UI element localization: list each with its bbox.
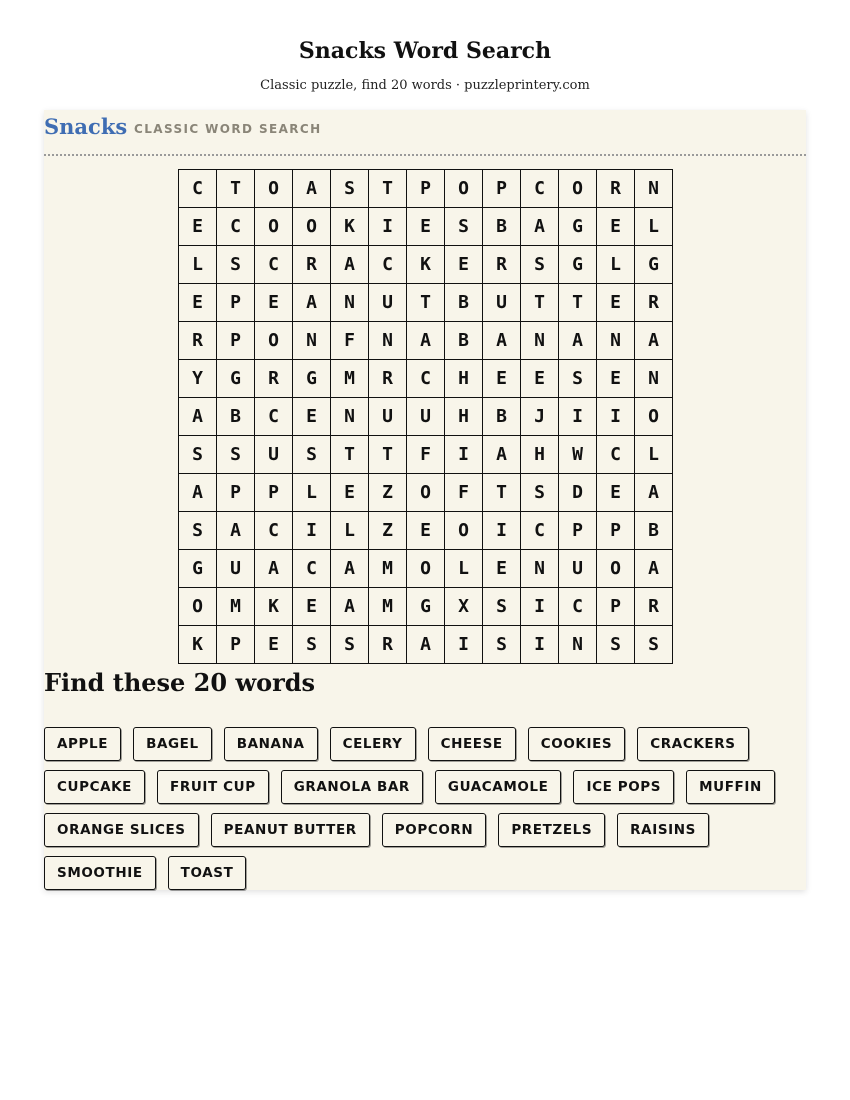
grid-cell[interactable]: D xyxy=(559,474,597,512)
grid-cell[interactable]: I xyxy=(521,588,559,626)
grid-cell[interactable]: S xyxy=(635,626,673,664)
grid-cell[interactable]: A xyxy=(521,208,559,246)
grid-cell[interactable]: P xyxy=(217,474,255,512)
grid-cell[interactable]: N xyxy=(635,170,673,208)
grid-cell[interactable]: M xyxy=(217,588,255,626)
grid-cell[interactable]: W xyxy=(559,436,597,474)
grid-cell[interactable]: G xyxy=(559,246,597,284)
word-item[interactable]: ORANGE SLICES xyxy=(44,813,199,847)
grid-cell[interactable]: K xyxy=(331,208,369,246)
grid-cell[interactable]: M xyxy=(331,360,369,398)
grid-cell[interactable]: T xyxy=(483,474,521,512)
grid-cell[interactable]: L xyxy=(635,436,673,474)
word-item[interactable]: CELERY xyxy=(330,727,416,761)
grid-cell[interactable]: A xyxy=(217,512,255,550)
grid-cell[interactable]: K xyxy=(407,246,445,284)
grid-cell[interactable]: L xyxy=(179,246,217,284)
grid-cell[interactable]: P xyxy=(483,170,521,208)
grid-cell[interactable]: E xyxy=(521,360,559,398)
grid-cell[interactable]: H xyxy=(445,398,483,436)
grid-cell[interactable]: U xyxy=(559,550,597,588)
grid-cell[interactable]: E xyxy=(293,398,331,436)
grid-cell[interactable]: P xyxy=(217,284,255,322)
word-item[interactable]: COOKIES xyxy=(528,727,626,761)
grid-cell[interactable]: Z xyxy=(369,512,407,550)
grid-cell[interactable]: U xyxy=(369,398,407,436)
grid-cell[interactable]: N xyxy=(521,550,559,588)
grid-cell[interactable]: I xyxy=(445,436,483,474)
grid-cell[interactable]: O xyxy=(255,322,293,360)
grid-cell[interactable]: A xyxy=(635,474,673,512)
grid-cell[interactable]: R xyxy=(635,588,673,626)
grid-cell[interactable]: C xyxy=(293,550,331,588)
grid-cell[interactable]: S xyxy=(597,626,635,664)
grid-cell[interactable]: S xyxy=(483,626,521,664)
grid-cell[interactable]: N xyxy=(331,398,369,436)
word-item[interactable]: TOAST xyxy=(168,856,247,890)
card-header xyxy=(44,110,806,156)
grid-cell[interactable]: S xyxy=(483,588,521,626)
grid-cell[interactable]: C xyxy=(217,208,255,246)
word-item[interactable]: CUPCAKE xyxy=(44,770,145,804)
grid-cell[interactable]: U xyxy=(217,550,255,588)
grid-cell[interactable]: O xyxy=(559,170,597,208)
grid-cell[interactable]: L xyxy=(597,246,635,284)
grid-cell[interactable]: N xyxy=(369,322,407,360)
grid-cell[interactable]: A xyxy=(407,322,445,360)
grid-cell[interactable]: E xyxy=(483,550,521,588)
grid-cell[interactable]: S xyxy=(293,626,331,664)
grid-cell[interactable]: O xyxy=(255,170,293,208)
grid-cell[interactable]: E xyxy=(255,284,293,322)
grid-cell[interactable]: G xyxy=(635,246,673,284)
grid-cell[interactable]: S xyxy=(521,474,559,512)
word-item[interactable]: MUFFIN xyxy=(686,770,775,804)
grid-cell[interactable]: H xyxy=(445,360,483,398)
grid-cell[interactable]: E xyxy=(293,588,331,626)
grid-cell[interactable]: T xyxy=(559,284,597,322)
grid-cell[interactable]: E xyxy=(255,626,293,664)
grid-cell[interactable]: I xyxy=(369,208,407,246)
grid-cell[interactable]: E xyxy=(597,284,635,322)
grid-cell[interactable]: P xyxy=(597,588,635,626)
word-item[interactable]: GUACAMOLE xyxy=(435,770,562,804)
grid-cell[interactable]: C xyxy=(255,512,293,550)
grid-cell[interactable]: P xyxy=(217,322,255,360)
grid-cell[interactable]: P xyxy=(217,626,255,664)
grid-cell[interactable]: Y xyxy=(179,360,217,398)
grid-cell[interactable]: A xyxy=(635,550,673,588)
grid-cell[interactable]: C xyxy=(255,398,293,436)
grid-cell[interactable]: T xyxy=(369,170,407,208)
grid-cell[interactable]: I xyxy=(293,512,331,550)
grid-cell[interactable]: G xyxy=(293,360,331,398)
grid-cell[interactable]: G xyxy=(407,588,445,626)
grid-cell[interactable]: C xyxy=(179,170,217,208)
grid-cell[interactable]: R xyxy=(597,170,635,208)
grid-cell[interactable]: R xyxy=(635,284,673,322)
grid-cell[interactable]: K xyxy=(255,588,293,626)
grid-cell[interactable]: L xyxy=(331,512,369,550)
grid-cell[interactable]: O xyxy=(635,398,673,436)
grid-cell[interactable]: E xyxy=(597,360,635,398)
grid-cell[interactable]: N xyxy=(635,360,673,398)
grid-cell[interactable]: P xyxy=(407,170,445,208)
grid-cell[interactable]: T xyxy=(369,436,407,474)
word-item[interactable]: CHEESE xyxy=(428,727,516,761)
grid-cell[interactable]: T xyxy=(521,284,559,322)
grid-cell[interactable]: O xyxy=(255,208,293,246)
grid-cell[interactable]: O xyxy=(293,208,331,246)
word-item[interactable]: POPCORN xyxy=(382,813,487,847)
grid-cell[interactable]: S xyxy=(331,170,369,208)
grid-cell[interactable]: M xyxy=(369,588,407,626)
grid-cell[interactable]: G xyxy=(217,360,255,398)
grid-cell[interactable]: G xyxy=(179,550,217,588)
grid-cell[interactable]: B xyxy=(445,322,483,360)
grid-cell[interactable]: E xyxy=(483,360,521,398)
grid-cell[interactable]: E xyxy=(179,284,217,322)
grid-cell[interactable]: T xyxy=(331,436,369,474)
grid-cell[interactable]: C xyxy=(559,588,597,626)
grid-cell[interactable]: N xyxy=(293,322,331,360)
grid-cell[interactable]: S xyxy=(179,512,217,550)
grid-cell[interactable]: L xyxy=(293,474,331,512)
grid-cell[interactable]: B xyxy=(445,284,483,322)
word-item[interactable]: SMOOTHIE xyxy=(44,856,156,890)
grid-cell[interactable]: R xyxy=(483,246,521,284)
grid-cell[interactable]: K xyxy=(179,626,217,664)
grid-cell[interactable]: U xyxy=(407,398,445,436)
grid-cell[interactable]: A xyxy=(331,588,369,626)
grid-cell[interactable]: I xyxy=(445,626,483,664)
grid-cell[interactable]: T xyxy=(217,170,255,208)
grid-cell[interactable]: S xyxy=(559,360,597,398)
grid-cell[interactable]: O xyxy=(445,170,483,208)
grid-cell[interactable]: N xyxy=(597,322,635,360)
grid-cell[interactable]: S xyxy=(293,436,331,474)
grid-cell[interactable]: S xyxy=(331,626,369,664)
word-item[interactable]: PRETZELS xyxy=(498,813,605,847)
grid-cell[interactable]: B xyxy=(217,398,255,436)
grid-cell[interactable]: I xyxy=(483,512,521,550)
brand-subtitle: CLASSIC WORD SEARCH xyxy=(134,122,322,136)
grid-cell[interactable]: P xyxy=(559,512,597,550)
grid-cell[interactable]: A xyxy=(293,284,331,322)
word-item[interactable]: PEANUT BUTTER xyxy=(211,813,370,847)
grid-cell[interactable]: A xyxy=(407,626,445,664)
grid-cell[interactable]: E xyxy=(331,474,369,512)
grid-cell[interactable]: R xyxy=(255,360,293,398)
grid-cell[interactable]: A xyxy=(635,322,673,360)
word-item[interactable]: ICE POPS xyxy=(573,770,674,804)
word-item[interactable]: CRACKERS xyxy=(637,727,748,761)
grid-cell[interactable]: A xyxy=(293,170,331,208)
grid-cell[interactable]: U xyxy=(255,436,293,474)
grid-cell[interactable]: B xyxy=(635,512,673,550)
grid-cell[interactable]: E xyxy=(407,208,445,246)
grid-cell[interactable]: A xyxy=(331,550,369,588)
grid-cell[interactable]: L xyxy=(445,550,483,588)
grid-cell[interactable]: I xyxy=(597,398,635,436)
grid-cell[interactable]: L xyxy=(635,208,673,246)
grid-cell[interactable]: E xyxy=(179,208,217,246)
grid-cell[interactable]: S xyxy=(521,246,559,284)
grid-cell[interactable]: N xyxy=(331,284,369,322)
grid-cell[interactable]: E xyxy=(407,512,445,550)
grid-cell[interactable]: B xyxy=(483,398,521,436)
grid-cell[interactable]: T xyxy=(407,284,445,322)
grid-cell[interactable]: R xyxy=(179,322,217,360)
grid-cell[interactable]: O xyxy=(179,588,217,626)
word-item[interactable]: RAISINS xyxy=(617,813,709,847)
grid-cell[interactable]: S xyxy=(217,246,255,284)
brand-title: Snacks xyxy=(44,114,128,139)
grid-cell[interactable]: E xyxy=(445,246,483,284)
grid-cell[interactable]: O xyxy=(445,512,483,550)
word-item[interactable]: BAGEL xyxy=(133,727,212,761)
grid-cell[interactable]: S xyxy=(217,436,255,474)
grid-cell[interactable]: O xyxy=(407,550,445,588)
grid-cell[interactable]: E xyxy=(597,208,635,246)
grid-cell[interactable]: P xyxy=(597,512,635,550)
grid-cell[interactable]: A xyxy=(483,322,521,360)
word-list xyxy=(44,727,806,890)
grid-cell[interactable]: R xyxy=(369,626,407,664)
grid-cell[interactable]: A xyxy=(559,322,597,360)
grid-cell[interactable]: M xyxy=(369,550,407,588)
word-item[interactable]: BANANA xyxy=(224,727,318,761)
grid-cell[interactable]: R xyxy=(369,360,407,398)
page-subtitle: Classic puzzle, find 20 words · puzzleprintery.com xyxy=(260,78,590,93)
puzzle-card xyxy=(44,110,806,890)
grid-cell[interactable]: F xyxy=(445,474,483,512)
grid-cell[interactable]: A xyxy=(255,550,293,588)
grid-cell[interactable]: A xyxy=(179,398,217,436)
letter-grid xyxy=(178,169,673,664)
page-title: Snacks Word Search xyxy=(298,38,552,64)
grid-cell[interactable]: H xyxy=(521,436,559,474)
word-item[interactable]: GRANOLA BAR xyxy=(281,770,423,804)
grid-cell[interactable]: N xyxy=(521,322,559,360)
grid-cell[interactable]: A xyxy=(331,246,369,284)
grid-cell[interactable]: C xyxy=(255,246,293,284)
grid-cell[interactable]: O xyxy=(597,550,635,588)
grid-cell[interactable]: C xyxy=(407,360,445,398)
grid-cell[interactable]: E xyxy=(597,474,635,512)
grid-cell[interactable]: N xyxy=(559,626,597,664)
grid-cell[interactable]: I xyxy=(521,626,559,664)
grid-cell[interactable]: C xyxy=(369,246,407,284)
grid-cell[interactable]: P xyxy=(255,474,293,512)
grid-cell[interactable]: Z xyxy=(369,474,407,512)
grid-cell[interactable]: O xyxy=(407,474,445,512)
grid-cell[interactable]: G xyxy=(559,208,597,246)
grid-cell[interactable]: C xyxy=(521,170,559,208)
grid-cell[interactable]: U xyxy=(369,284,407,322)
grid-cell[interactable]: J xyxy=(521,398,559,436)
grid-cell[interactable]: C xyxy=(597,436,635,474)
word-list-heading: Find these 20 words xyxy=(44,668,316,697)
grid-cell[interactable]: X xyxy=(445,588,483,626)
grid-cell[interactable]: U xyxy=(483,284,521,322)
word-item[interactable]: FRUIT CUP xyxy=(157,770,269,804)
grid-cell[interactable]: A xyxy=(179,474,217,512)
grid-cell[interactable]: B xyxy=(483,208,521,246)
grid-cell[interactable]: I xyxy=(559,398,597,436)
grid-cell[interactable]: S xyxy=(179,436,217,474)
grid-cell[interactable]: F xyxy=(407,436,445,474)
grid-cell[interactable]: S xyxy=(445,208,483,246)
grid-cell[interactable]: C xyxy=(521,512,559,550)
grid-cell[interactable]: R xyxy=(293,246,331,284)
word-item[interactable]: APPLE xyxy=(44,727,121,761)
grid-cell[interactable]: F xyxy=(331,322,369,360)
grid-cell[interactable]: A xyxy=(483,436,521,474)
